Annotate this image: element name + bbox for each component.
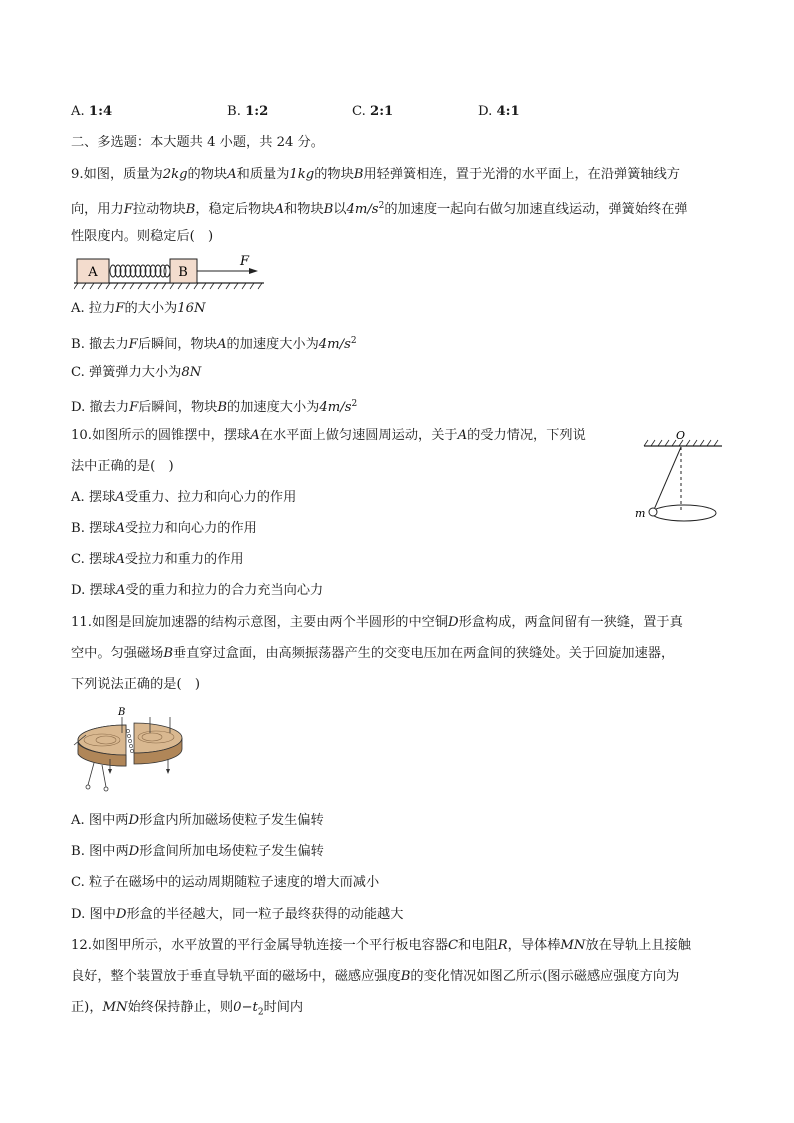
option-prev-d[interactable]: D. 4:1 [478,104,520,119]
q9-diagram [74,252,268,292]
option-prev-a[interactable]: A. 1:4 [71,104,113,119]
option-prev-b[interactable]: B. 1:2 [227,104,269,119]
q12-stem-line3: 正)，MN始终保持静止，则$0-t_2$时间内 [71,1000,304,1018]
q10-option-d[interactable]: D. 摆球A受的重力和拉力的合力充当向心力 [71,583,324,598]
force-label: F [240,254,250,269]
q10-option-a[interactable]: A. 摆球A受重力、拉力和向心力的作用 [71,490,297,505]
q11-diagram [70,703,200,803]
q11-option-a[interactable]: A. 图中两D形盒内所加磁场使粒子发生偏转 [71,813,324,828]
q10-diagram [630,426,730,526]
q9-stem-line3: 性限度内。则稳定后( ) [71,229,214,244]
q10-stem-line1: 10.如图所示的圆锥摆中，摆球A在水平面上做匀速圆周运动，关于A的受力情况，下列说 [71,428,586,443]
q11-option-b[interactable]: B. 图中两D形盒间所加电场使粒子发生偏转 [71,844,324,859]
orbit-ellipse [652,505,716,521]
q11-option-d[interactable]: D. 图中D形盒的半径越大，同一粒子最终获得的动能越大 [71,907,404,922]
field-label: B [118,707,126,718]
q9-option-c[interactable]: C. 弹簧弹力大小为8N [71,365,202,380]
q11-stem-line2: 空中。匀强磁场B垂直穿过盒面，由高频振荡器产生的交变电压加在两盒间的狭缝处。关于回旋加速器， [71,646,675,661]
q9-option-a[interactable]: A. 拉力F的大小为16N [71,301,206,316]
q10-option-c[interactable]: C. 摆球A受拉力和重力的作用 [71,552,244,567]
q10-option-b[interactable]: B. 摆球A受拉力和向心力的作用 [71,521,257,536]
q12-stem-line2: 良好，整个装置放于垂直导轨平面的磁场中，磁感应强度B的变化情况如图乙所示(图示磁感应强度方向为 [71,969,680,984]
q9-stem-line2: 向，用力F拉动物块B，稳定后物块A和物块B以$4m/s^2$的加速度一起向右做匀加速直线运动，弹簧始终在弹 [71,201,688,217]
q10-stem-line2: 法中正确的是( ) [71,459,174,474]
force-arrow-icon [249,268,258,274]
pendulum-ball [649,508,657,516]
q11-option-c[interactable]: C. 粒子在磁场中的运动周期随粒子速度的增大而减小 [71,875,380,890]
option-prev-c[interactable]: C. 2:1 [352,104,394,119]
block-a-label: A [88,265,98,280]
block-b-label: B [178,265,188,280]
q9-option-d[interactable]: D. 撤去力F后瞬间，物块B的加速度大小为$4m/s^2$ [71,399,358,415]
spring [110,265,170,277]
q9-option-b[interactable]: B. 撤去力F后瞬间，物块A的加速度大小为$4m/s^2$ [71,336,357,352]
q11-stem-line3: 下列说法正确的是( ) [71,677,200,692]
mass-label: m [635,507,646,520]
q11-stem-line1: 11.如图是回旋加速器的结构示意图，主要由两个半圆形的中空铜D形盒构成，两盒间留有一狭缝，置于真 [71,615,683,630]
section-heading: 二、多选题：本大题共 4 小题，共 24 分。 [71,135,324,150]
q9-stem-line1: 9.如图，质量为2kg的物块A和质量为1kg的物块B用轻弹簧相连，置于光滑的水平面上，在沿弹簧轴线方 [71,167,680,182]
pivot-label: O [676,429,686,442]
q12-stem-line1: 12.如图甲所示，水平放置的平行金属导轨连接一个平行板电容器C和电阻R，导体棒MN放在导轨上且接触 [71,938,691,953]
